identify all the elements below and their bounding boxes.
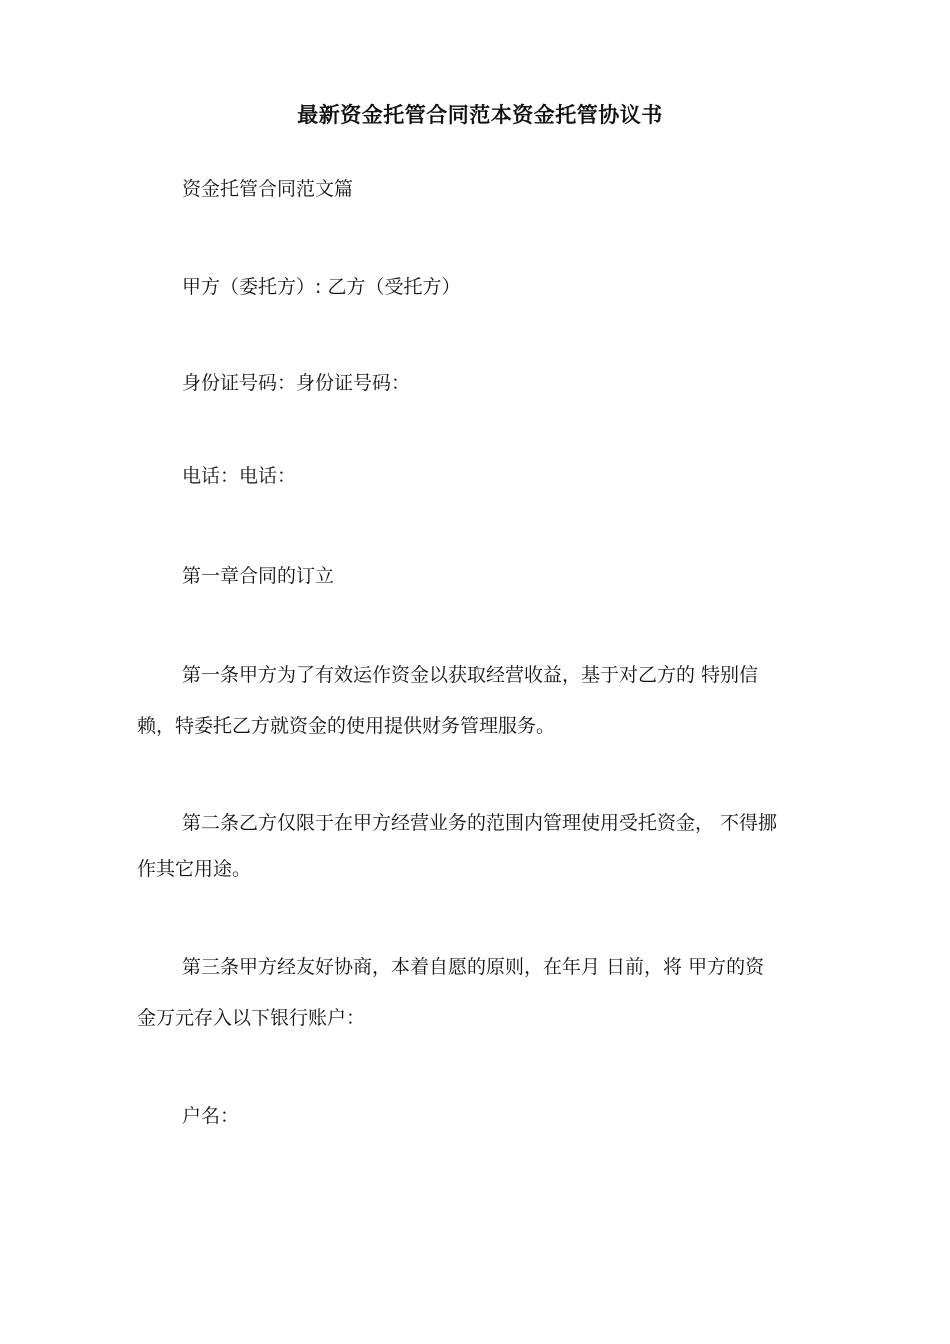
contract-subtitle: 资金托管合同范文篇 [182, 178, 354, 200]
chapter-heading: 第一章合同的订立 [182, 565, 335, 587]
article-2-line-1: 第二条乙方仅限于在甲方经营业务的范围内管理使用受托资金， 不得挪 [182, 812, 778, 834]
article-1-line-2: 赖，特委托乙方就资金的使用提供财务管理服务。 [137, 715, 556, 737]
id-number-line: 身份证号码：身份证号码： [182, 372, 411, 394]
party-line: 甲方（委托方）: 乙方（受托方） [182, 276, 461, 298]
article-1-line-1: 第一条甲方为了有效运作资金以获取经营收益，基于对乙方的 特别信 [182, 664, 759, 686]
phone-line: 电话：电话： [182, 465, 297, 487]
document-title: 最新资金托管合同范本资金托管协议书 [297, 103, 663, 127]
article-3-line-2: 金万元存入以下银行账户： [137, 1007, 366, 1029]
article-2-line-2: 作其它用途。 [137, 858, 252, 880]
article-3-line-1: 第三条甲方经友好协商，本着自愿的原则，在年月 日前，将 甲方的资 [182, 956, 765, 978]
account-name-line: 户名： [182, 1105, 240, 1127]
